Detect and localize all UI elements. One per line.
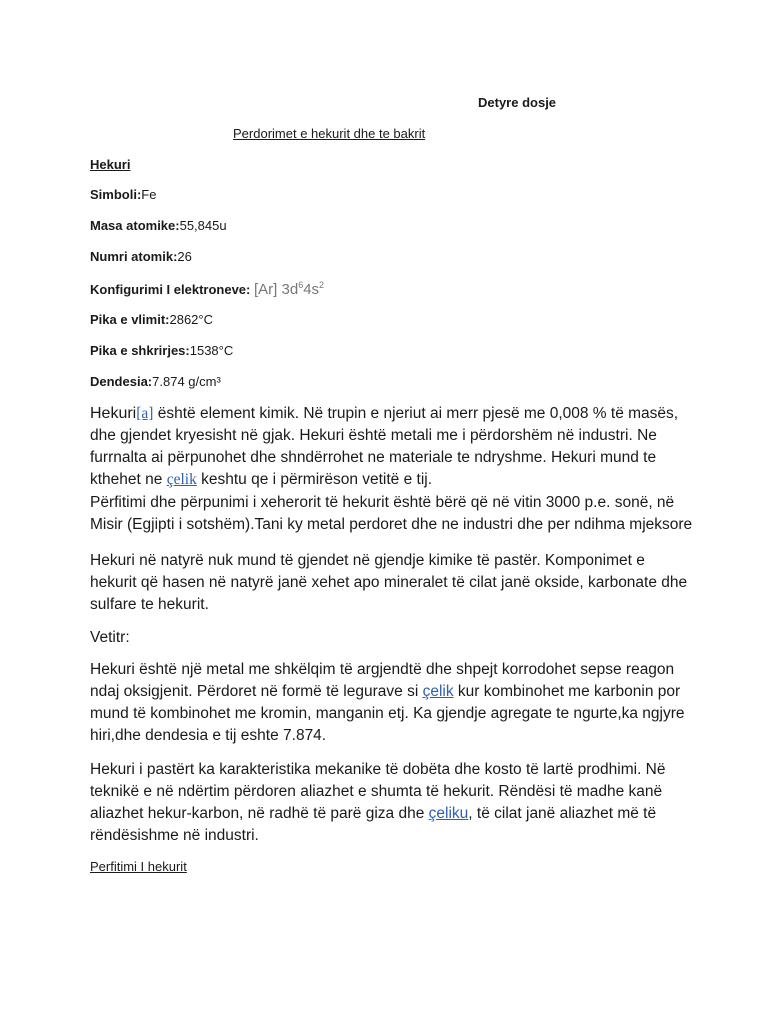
pure-iron-line-4: rëndësishme në industri. [90,827,259,844]
property-melting-point [90,343,233,358]
property-electron-config [90,280,324,298]
intro-line-2: dhe gjendet kryesisht në gjak. Hekuri është metali me i përdorshëm në industri. Ne [90,427,657,444]
property-value: 7.874 g/cm³ [152,374,221,389]
pure-iron-line-3-end: , të cilat janë aliazhet më të [468,805,657,822]
props-line-2-end: kur kombinohet me karbonin por [453,683,681,700]
property-label: Pika e shkrirjes: [90,343,190,358]
property-label: Konfigurimi I elektroneve: [90,282,251,297]
property-density [90,374,221,389]
config-sup-1: 6 [298,280,304,290]
nature-line-2: hekurit që hasen në natyrë janë xehet apo mineralet të cilat janë okside, karbonate dhe [90,574,688,591]
property-label: Masa atomike: [90,218,180,233]
props-line-4: hiri,dhe dendesia e tij eshte 7.874. [90,727,327,744]
props-line-2-start: ndaj oksigjenit. Përdoret në formë të legurave si [90,683,423,700]
props-line-3: mund të kombinohet me kromin, manganin etj. Ka gjendje agregate te ngurte,ka ngjyre [90,705,685,722]
property-symbol [90,187,156,202]
nature-line-1: Hekuri në natyrë nuk mund të gjendet në gjendje kimike të pastër. Komponimet e [90,552,645,569]
property-atomic-number [90,249,192,264]
properties-heading: Vetitr: [90,629,130,646]
config-mid: 4s [303,281,320,298]
property-value: 55,845u [179,218,227,233]
section-heading-hekuri: Hekuri [90,157,131,172]
property-label: Simboli: [90,187,142,202]
nature-line-3: sulfare te hekurit. [90,596,209,613]
intro-line-4-end: keshtu qe i përmirëson vetitë e tij. [196,471,433,488]
config-sup-2: 2 [319,280,325,290]
footer-heading: Perfitimi I hekurit [90,859,187,874]
celik-link[interactable]: çelik [166,471,197,488]
nature-paragraph [90,550,690,616]
property-atomic-mass [90,218,227,233]
doc-label: Detyre dosje [478,95,557,110]
footnote-link[interactable]: [a] [136,405,154,422]
history-line-2: Misir (Egjipti i sotshëm).Tani ky metal perdoret dhe ne industri dhe per ndihma mjeksore [90,516,693,533]
pure-iron-paragraph [90,759,690,847]
property-value: 2862°C [169,312,213,327]
property-label: Numri atomik: [90,249,178,264]
celik-link-2[interactable]: çelik [422,683,454,700]
intro-term: Hekuri [90,405,137,422]
property-value: 1538°C [189,343,234,358]
properties-paragraph [90,659,690,747]
property-label: Pika e vlimit: [90,312,170,327]
property-boiling-point [90,312,213,327]
intro-line-3: furrnalta ai përpunohet dhe shndërrohet ne materiale te ndryshme. Hekuri mund te [90,449,657,466]
pure-iron-line-3-start: aliazhet hekur-karbon, në radhë të parë giza dhe [90,805,429,822]
config-prefix: [Ar] 3d [254,281,299,298]
pure-iron-line-2: teknikë e në ndërtim përdoren aliazhet e shumta të hekurit. Rëndësi të madhe kanë [90,783,663,800]
property-label: Dendesia: [90,374,153,389]
property-value: Fe [141,187,157,202]
intro-paragraph [90,403,690,491]
pure-iron-line-1: Hekuri i pastërt ka karakteristika mekanike të dobëta dhe kosto të lartë prodhimi. Në [90,761,666,778]
properties-heading-block [90,627,690,649]
props-line-1: Hekuri është një metal me shkëlqim të argjendtë dhe shpejt korrodohet sepse reagon [90,661,675,678]
intro-line-4-start: kthehet ne [90,471,167,488]
history-line-1: Përfitimi dhe përpunimi i xeherorit të hekurit është bërë që në vitin 3000 p.e. sonë, në [90,494,675,511]
document-title: Perdorimet e hekurit dhe te bakrit [233,126,426,141]
electron-config-value [254,281,324,298]
property-value: 26 [177,249,192,264]
celiku-link[interactable]: çeliku [428,805,469,822]
history-paragraph [90,492,693,536]
intro-line-1: është element kimik. Në trupin e njeriut ai merr pjesë me 0,008 % të masës, [153,405,679,422]
